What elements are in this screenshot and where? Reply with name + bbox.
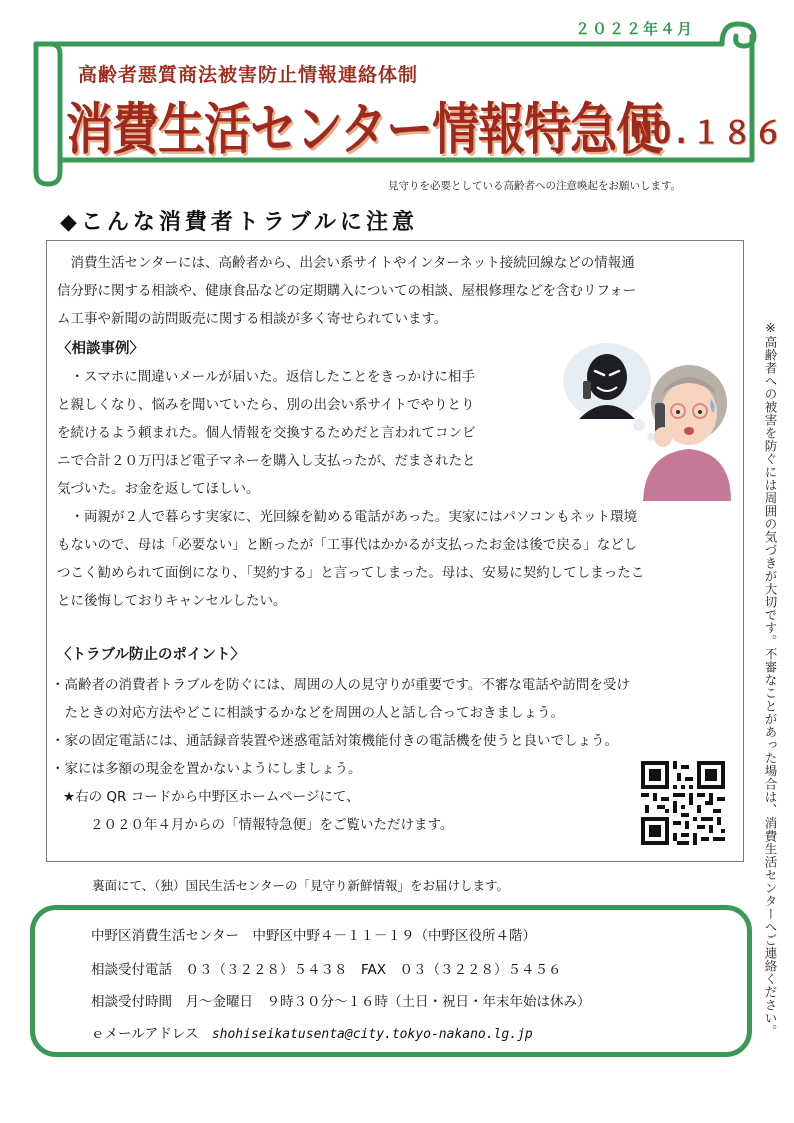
contact-phone: 相談受付電話 ０３（３２２８）５４３８ FAX ０３（３２２８）５４５６ (91, 962, 562, 978)
case-1-line: を続けるよう頼まれた。個人情報を交換するためだと言われてコンビ (57, 425, 476, 441)
point-item: ・家の固定電話には、通話録音装置や迷惑電話対策機能付きの電話機を使うと良いでしょう。 (51, 733, 618, 749)
case-1-line: と親しくなり、悩みを聞いていたら、別の出会い系サイトでやりとり (57, 397, 475, 413)
contact-address: 中野区消費生活センター 中野区中野４－１１－１９（中野区役所４階） (91, 928, 536, 944)
case-1-line: 気づいた。お金を返してほしい。 (57, 481, 260, 497)
case-1 (57, 363, 476, 503)
intro-paragraph (57, 249, 636, 333)
phone-scam-illustration (559, 341, 735, 501)
point-item: ★右の QR コードから中野区ホームページにて、 (63, 789, 360, 805)
cases-heading: 〈相談事例〉 (57, 341, 144, 357)
article-box (46, 240, 744, 862)
banner-title: 消費生活センター情報特急便 (66, 97, 663, 163)
intro-line: 消費生活センターには、高齢者から、出会い系サイトやインターネット接続回線などの情報通 (57, 255, 635, 271)
point-item: たときの対応方法やどこに相談するかなどを周囲の人と話し合っておきましょう。 (51, 705, 564, 721)
points-heading: 〈トラブル防止のポイント〉 (57, 647, 245, 663)
intro-line: 信分野に関する相談や、健康食品などの定期購入についての相談、屋根修理などを含むリフォー (57, 283, 637, 299)
case-2-line: もないので、母は「必要ない」と断ったが「工事代はかかるが支払ったお金は後で戻る」などし (57, 537, 638, 553)
footer-note: 裏面にて、（独）国民生活センターの「見守り新鮮情報」をお届けします。 (92, 878, 510, 893)
case-2-line: ・両親が２人で暮らす実家に、光回線を勧める電話があった。実家にはパソコンもネット環境 (57, 509, 638, 525)
email-link[interactable]: shohiseikatusenta@city.tokyo-nakano.lg.jp (211, 1027, 533, 1042)
point-item: ・家には多額の現金を置かないようにしましょう。 (51, 761, 362, 777)
case-1-line: ・スマホに間違いメールが届いた。返信したことをきっかけに相手 (57, 369, 475, 385)
case-2-line: とに後悔しておりキャンセルしたい。 (57, 593, 287, 609)
point-item: ・高齢者の消費者トラブルを防ぐには、周囲の人の見守りが重要です。不審な電話や訪問を受け (51, 677, 630, 693)
banner-subtitle: 高齢者悪質商法被害防止情報連絡体制 (78, 64, 419, 86)
issue-date: ２０２２年４月 (575, 20, 695, 38)
qr-code[interactable] (641, 761, 725, 845)
case-2-line: つこく勧められて面倒になり、「契約する」と言ってしまった。母は、安易に契約してしまったこ (57, 565, 645, 581)
case-2 (57, 503, 644, 615)
contact-box (30, 905, 752, 1057)
points-list (51, 671, 630, 839)
request-text: 見守りを必要としている高齢者への注意喚起をお願いします。 (388, 180, 682, 192)
point-item: ２０２０年４月からの「情報特急便」をご覧いただけます。 (63, 817, 454, 833)
contact-hours: 相談受付時間 月～金曜日 ９時３０分～１６時（土日・祝日・年末年始は休み） (91, 994, 591, 1010)
case-1-line: ニで合計２０万円ほど電子マネーを購入し支払ったが、だまされたと (57, 453, 476, 469)
article-heading: ◆こんな消費者トラブルに注意 (60, 210, 419, 235)
contact-email-row (91, 1022, 533, 1042)
elderly-woman-icon (643, 365, 731, 501)
intro-line: ム工事や新聞の訪問販売に関する相談が多く寄せられています。 (57, 311, 448, 327)
issue-number: NO.１８６ (634, 116, 785, 151)
email-label: ｅメールアドレス (91, 1026, 212, 1042)
side-note: ※高齢者への被害を防ぐには周囲の気づきが大切です。不審なことがあった場合は、消費生活センターへご連絡ください。 (763, 320, 778, 1038)
